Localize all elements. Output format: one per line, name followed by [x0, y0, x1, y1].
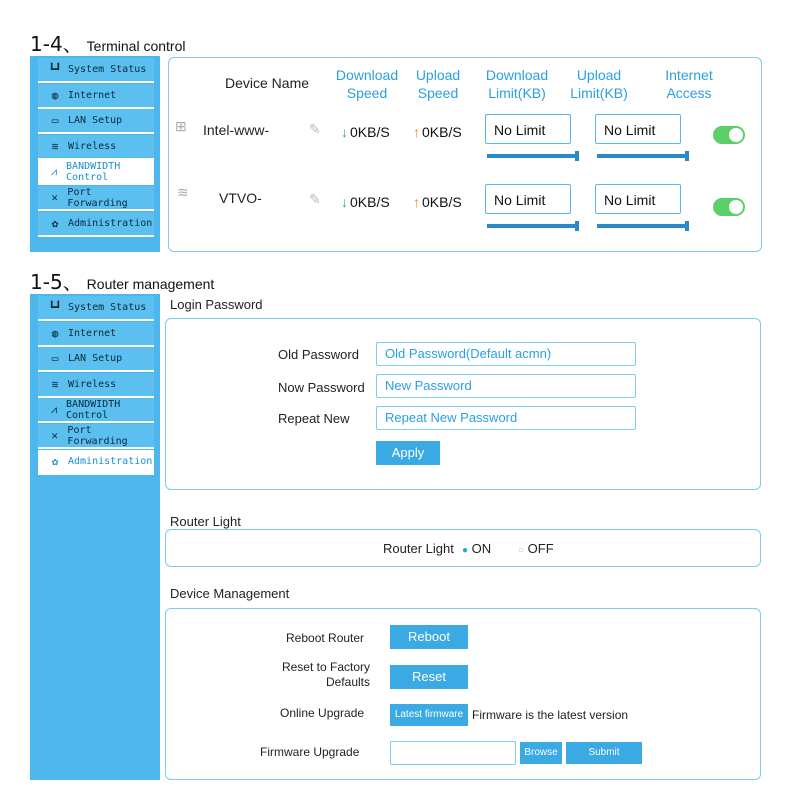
repeat-password-label: Repeat New — [278, 411, 350, 426]
old-password-field[interactable]: Old Password(Default acmn) — [376, 342, 636, 366]
sidebar-item-label: System Status — [68, 302, 147, 313]
download-limit-input[interactable]: No Limit — [485, 184, 571, 214]
download-speed — [341, 194, 390, 210]
firmware-upgrade-label: Firmware Upgrade — [260, 745, 360, 759]
header-download-limit: Download Limit(KB) — [485, 67, 549, 101]
device-name: VTVO- — [219, 190, 262, 206]
sidebar-item-label: Wireless — [68, 140, 117, 152]
sidebar-item-port-forwarding[interactable] — [38, 424, 154, 449]
port-forwarding-icon: ✕ — [51, 191, 59, 204]
sidebar-item-system-status[interactable] — [38, 296, 154, 321]
sidebar-item-administration[interactable] — [38, 450, 154, 475]
apply-button[interactable]: Apply — [376, 441, 440, 465]
header-internet-access: Internet Access — [665, 67, 713, 101]
sidebar-item-label: BANDWIDTH Control — [66, 160, 121, 183]
section-title-router-management — [30, 266, 214, 295]
sidebar-item-label: System Status — [68, 64, 147, 75]
wifi-device-icon: ≋ — [177, 184, 189, 200]
light-off-radio[interactable] — [518, 541, 554, 556]
reboot-label: Reboot Router — [286, 631, 365, 645]
submit-button[interactable]: Submit — [566, 742, 642, 764]
wifi-icon: ≋ — [51, 377, 59, 391]
upload-speed — [413, 124, 462, 140]
router-light-label: Router Light — [383, 541, 454, 556]
router-light-panel — [165, 529, 761, 567]
gear-icon: ✿ — [51, 216, 59, 230]
sidebar-item-label: Internet — [68, 327, 117, 339]
section-label: Router management — [86, 276, 215, 292]
reset-button[interactable]: Reset — [390, 665, 468, 689]
sidebar-item-label: LAN Setup — [68, 115, 123, 127]
globe-icon: ◍ — [51, 326, 59, 340]
sidebar-item-administration[interactable] — [38, 212, 154, 237]
download-limit-slider[interactable] — [487, 154, 577, 158]
sidebar-item-system-status[interactable] — [38, 58, 154, 83]
section-number: 1-4、 — [30, 32, 83, 56]
latest-firmware-button[interactable]: Latest firmware — [390, 704, 468, 726]
sidebar-terminal — [30, 56, 160, 252]
port-forwarding-icon: ✕ — [51, 429, 59, 442]
edit-icon[interactable]: ✎ — [309, 191, 321, 207]
sidebar-item-wireless[interactable] — [38, 135, 154, 160]
device-management-title: Device Management — [170, 586, 290, 601]
device-name: Intel-www- — [203, 122, 270, 138]
up-arrow-icon: ↑ — [413, 194, 420, 210]
router-light-title: Router Light — [170, 514, 241, 529]
system-status-icon: ┗┛ — [48, 301, 62, 314]
upload-speed — [413, 194, 462, 210]
reboot-button[interactable]: Reboot — [390, 625, 468, 649]
sidebar-item-bandwidth-control[interactable] — [38, 160, 154, 185]
firmware-file-input[interactable] — [390, 741, 516, 765]
firmware-status-text: Firmware is the latest version — [472, 708, 629, 722]
device-management-panel — [165, 608, 761, 780]
radio-selected-icon: ● — [462, 545, 469, 556]
sidebar-item-wireless[interactable] — [38, 373, 154, 398]
upload-limit-slider[interactable] — [597, 224, 687, 228]
radio-off-label: OFF — [527, 541, 554, 556]
download-limit-slider[interactable] — [487, 224, 577, 228]
header-upload-limit: Upload Limit(KB) — [570, 67, 628, 101]
download-speed — [341, 124, 390, 140]
up-arrow-icon: ↑ — [413, 124, 420, 140]
down-arrow-icon: ↓ — [341, 124, 348, 140]
download-value: 0KB/S — [350, 124, 390, 140]
sidebar-item-label: Port Forwarding — [67, 424, 128, 447]
sidebar-item-bandwidth-control[interactable] — [38, 398, 154, 423]
internet-access-toggle[interactable] — [713, 198, 745, 216]
upload-value: 0KB/S — [422, 194, 462, 210]
internet-access-toggle[interactable] — [713, 126, 745, 144]
repeat-password-field[interactable]: Repeat New Password — [376, 406, 636, 430]
online-upgrade-label: Online Upgrade — [280, 706, 365, 720]
down-arrow-icon: ↓ — [341, 194, 348, 210]
sidebar-item-internet[interactable] — [38, 322, 154, 347]
sidebar-item-label: BANDWIDTH Control — [66, 398, 121, 421]
globe-icon: ◍ — [51, 88, 59, 102]
sidebar-item-lan-setup[interactable] — [38, 109, 154, 134]
light-on-radio[interactable] — [462, 541, 491, 556]
sidebar-item-label: Administration — [68, 217, 153, 229]
header-device-name: Device Name — [224, 75, 310, 91]
radio-on-label: ON — [471, 541, 492, 556]
sidebar-router — [30, 294, 160, 780]
download-limit-input[interactable]: No Limit — [485, 114, 571, 144]
upload-limit-input[interactable]: No Limit — [595, 114, 681, 144]
upload-limit-input[interactable]: No Limit — [595, 184, 681, 214]
terminal-control-panel — [168, 57, 762, 252]
edit-icon[interactable]: ✎ — [309, 121, 321, 137]
upload-limit-slider[interactable] — [597, 154, 687, 158]
login-password-title: Login Password — [170, 297, 263, 312]
header-upload-speed: Upload Speed — [415, 67, 461, 101]
reset-label: Reset to Factory Defaults — [281, 660, 370, 689]
bandwidth-icon: ⩘ — [50, 164, 58, 178]
download-value: 0KB/S — [350, 194, 390, 210]
lan-icon: ▭ — [51, 352, 59, 366]
sidebar-item-internet[interactable] — [38, 84, 154, 109]
sidebar-item-label: Wireless — [68, 378, 117, 390]
section-number: 1-5、 — [30, 270, 83, 294]
sidebar-item-label: LAN Setup — [68, 353, 123, 365]
sidebar-item-lan-setup[interactable] — [38, 347, 154, 372]
header-download-speed: Download Speed — [335, 67, 399, 101]
wired-device-icon: ⊞ — [175, 118, 187, 134]
sidebar-item-label: Port Forwarding — [67, 186, 128, 209]
browse-button[interactable]: Browse — [520, 742, 562, 764]
bandwidth-icon: ⩘ — [50, 402, 58, 416]
wifi-icon: ≋ — [51, 139, 59, 153]
new-password-field[interactable]: New Password — [376, 374, 636, 398]
login-password-panel — [165, 318, 761, 490]
section-label: Terminal control — [86, 38, 186, 54]
gear-icon: ✿ — [51, 454, 59, 468]
sidebar-item-label: Administration — [68, 455, 153, 467]
sidebar-item-label: Internet — [68, 89, 117, 101]
lan-icon: ▭ — [51, 114, 59, 128]
upload-value: 0KB/S — [422, 124, 462, 140]
sidebar-item-port-forwarding[interactable] — [38, 186, 154, 211]
radio-unselected-icon: ○ — [518, 545, 525, 556]
old-password-label: Old Password — [278, 347, 359, 362]
new-password-label: Now Password — [278, 380, 365, 395]
section-title-terminal-control — [30, 28, 186, 57]
system-status-icon: ┗┛ — [48, 63, 62, 76]
